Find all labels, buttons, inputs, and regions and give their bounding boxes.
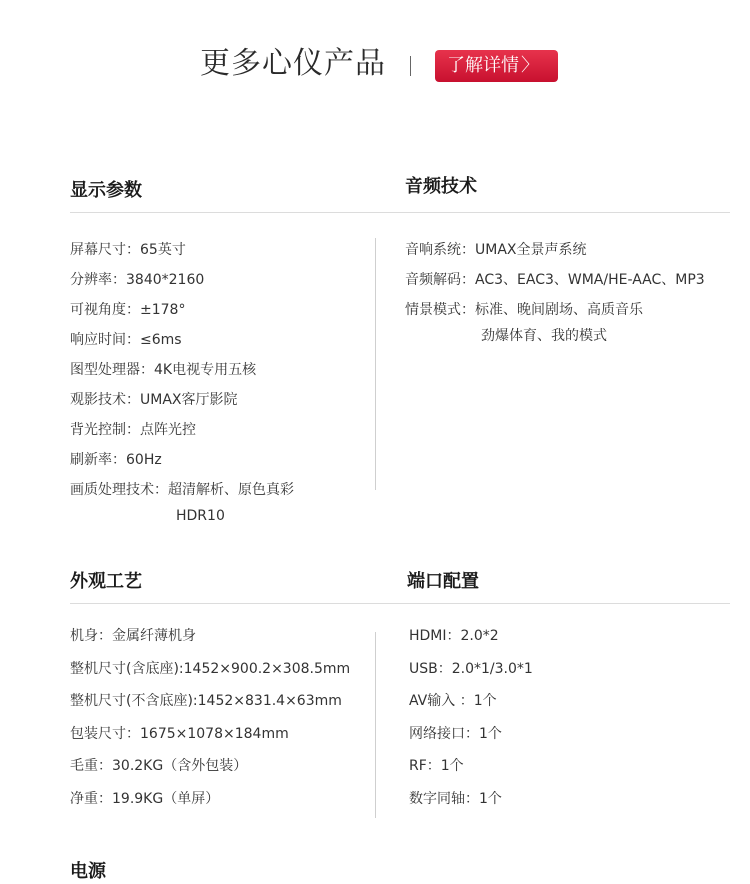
list-item: 毛重：30.2KG（含外包装） <box>70 758 248 774</box>
section-divider-bottom <box>70 603 730 604</box>
list-item: 净重：19.9KG（单屏） <box>70 790 220 807</box>
column-divider-bottom <box>375 632 376 818</box>
list-item: 音响系统：UMAX全景声系统 <box>405 242 587 258</box>
display-spec-list <box>70 235 294 527</box>
list-item <box>70 475 294 527</box>
appearance-spec-list <box>70 620 350 815</box>
list-item: 数字同轴：1个 <box>409 790 502 807</box>
list-item: HDMI：2.0*2 <box>409 628 499 644</box>
section-divider-top <box>70 212 730 213</box>
section-title-audio: 音频技术 <box>405 176 477 197</box>
list-item-continuation: HDR10 <box>176 508 225 524</box>
list-item: 包装尺寸：1675×1078×184mm <box>70 725 289 742</box>
chevron-right-icon: 〉 <box>521 55 539 76</box>
audio-spec-list <box>405 235 705 347</box>
list-item: 分辨率：3840*2160 <box>70 272 205 288</box>
section-title-display: 显示参数 <box>70 180 142 201</box>
list-item: 刷新率：60Hz <box>70 452 162 468</box>
list-item <box>405 295 705 347</box>
list-item-text: 情景模式：标准、晚间剧场、高质音乐 <box>405 302 643 318</box>
list-item: 音频解码：AC3、EAC3、WMA/HE-AAC、MP3 <box>405 272 705 288</box>
list-item: 响应时间：≤6ms <box>70 332 182 348</box>
list-item: AV输入 ：1个 <box>409 693 497 709</box>
section-title-ports: 端口配置 <box>407 571 479 592</box>
learn-more-label: 了解详情 <box>447 55 519 76</box>
list-item: 整机尺寸(含底座):1452×900.2×308.5mm <box>70 660 351 677</box>
list-item: 背光控制：点阵光控 <box>70 422 196 438</box>
list-item-continuation: 劲爆体育、我的模式 <box>481 328 607 344</box>
page-title: 更多心仪产品 <box>200 46 386 81</box>
list-item: 机身：金属纤薄机身 <box>70 628 196 644</box>
list-item: RF：1个 <box>409 758 464 774</box>
section-title-power: 电源 <box>70 861 106 882</box>
list-item: 整机尺寸(不含底座):1452×831.4×63mm <box>70 693 342 709</box>
list-item: USB：2.0*1/3.0*1 <box>409 660 533 677</box>
learn-more-button[interactable] <box>435 50 558 82</box>
list-item: 可视角度：±178° <box>70 302 186 318</box>
list-item: 图型处理器：4K电视专用五核 <box>70 362 257 378</box>
list-item-text: 画质处理技术：超清解析、原色真彩 <box>70 482 294 498</box>
ports-spec-list <box>409 620 533 815</box>
list-item: 网络接口：1个 <box>409 725 502 742</box>
page-header <box>0 44 750 88</box>
header-divider <box>410 56 411 76</box>
section-title-appearance: 外观工艺 <box>70 571 142 592</box>
list-item: 屏幕尺寸：65英寸 <box>70 242 186 258</box>
column-divider-top <box>375 238 376 490</box>
list-item: 观影技术：UMAX客厅影院 <box>70 392 238 408</box>
